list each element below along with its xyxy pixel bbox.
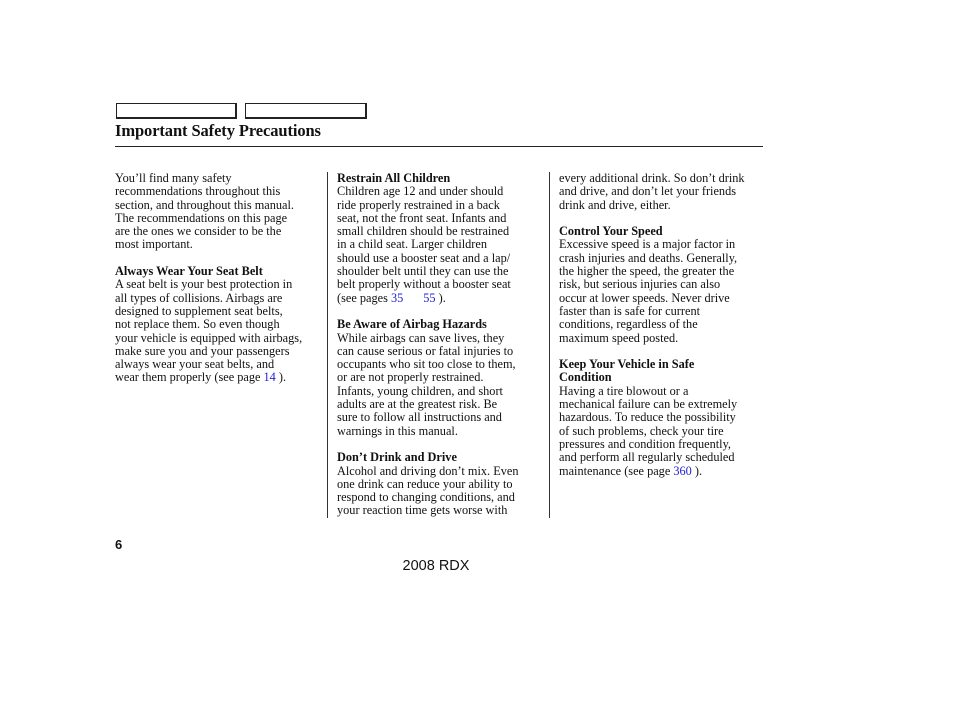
text-line: should use a booster seat and a lap/ [337, 250, 511, 265]
text-line: section, and throughout this manual. [115, 197, 294, 212]
text-line: of such problems, check your tire [559, 423, 724, 438]
column-2 [337, 172, 541, 518]
text-line: sure to follow all instructions and [337, 410, 502, 425]
airbag-paragraph [337, 332, 541, 438]
text-line: You’ll find many safety [115, 171, 232, 185]
text-line: and drive, and don’t let your friends [559, 184, 737, 199]
text-line: shoulder belt until they can use the [337, 264, 509, 279]
text-line: crash injuries and deaths. Generally, [559, 250, 738, 265]
text-line: conditions, regardless of the [559, 317, 698, 332]
text-fragment: ). [435, 290, 446, 305]
text-line: seat, not the front seat. Infants and [337, 210, 507, 225]
intro-paragraph [115, 172, 325, 252]
drink-heading: Don’t Drink and Drive [337, 450, 457, 465]
airbag-heading: Be Aware of Airbag Hazards [337, 317, 487, 332]
text-line: risk, but serious injuries can also [559, 277, 721, 292]
text-line: belt properly without a booster seat [337, 277, 511, 292]
speed-paragraph [559, 238, 764, 344]
text-line: drink and drive, either. [559, 197, 671, 212]
nav-tab-1[interactable] [116, 103, 237, 119]
text-line [559, 465, 764, 478]
page-link-14[interactable]: 14 [263, 370, 276, 385]
text-line: pressures and condition frequently, [559, 436, 731, 451]
text-line: make sure you and your passengers [115, 343, 290, 358]
text-line: mechanical failure can be extremely [559, 397, 738, 412]
text-line: every additional drink. So don’t drink [559, 171, 745, 185]
text-line: always wear your seat belts, and [115, 357, 275, 372]
title-divider [115, 146, 763, 147]
column-divider-2 [549, 172, 550, 518]
text-line: Having a tire blowout or a [559, 383, 689, 398]
text-line: Children age 12 and under should [337, 184, 504, 199]
text-line [115, 371, 325, 384]
text-line [337, 292, 541, 305]
text-line: not replace them. So even though [115, 317, 280, 332]
children-heading: Restrain All Children [337, 171, 451, 185]
page-link-35[interactable]: 35 [390, 290, 404, 305]
column-3 [559, 172, 764, 478]
text-line: adults are at the greatest risk. Be [337, 397, 498, 412]
text-line: designed to supplement seat belts, [115, 303, 283, 318]
footer-model: 2008 RDX [402, 558, 470, 574]
page-number: 6 [115, 537, 123, 552]
text-line: one drink can reduce your ability to [337, 476, 513, 491]
text-line: in a child seat. Larger children [337, 237, 488, 252]
text-line: faster than is safe for current [559, 303, 701, 318]
text-line: and perform all regularly scheduled [559, 450, 735, 465]
text-line: ride properly restrained in a back [337, 197, 500, 212]
drink-paragraph [337, 465, 541, 518]
nav-tab-2[interactable] [245, 103, 367, 119]
text-line: your vehicle is equipped with airbags, [115, 330, 303, 345]
text-line: can cause serious or fatal injuries to [337, 343, 514, 358]
vehicle-paragraph [559, 385, 764, 478]
text-line: occupants who sit too close to them, [337, 357, 516, 372]
speed-heading: Control Your Speed [559, 224, 663, 239]
column-1 [115, 172, 325, 385]
text-line: maximum speed posted. [559, 330, 679, 345]
text-line: all types of collisions. Airbags are [115, 290, 283, 305]
text-line: the higher the speed, the greater the [559, 264, 735, 279]
text-line: are the ones we consider to be the [115, 224, 282, 239]
text-line: The recommendations on this page [115, 210, 288, 225]
text-line: most important. [115, 237, 193, 252]
seatbelt-paragraph [115, 278, 325, 384]
page-title: Important Safety Precautions [115, 121, 321, 140]
text-line: respond to changing conditions, and [337, 490, 515, 505]
drink-paragraph-continued [559, 172, 764, 212]
text-fragment: wear them properly (see page [115, 370, 264, 385]
text-fragment: ). [275, 370, 287, 385]
text-line: While airbags can save lives, they [337, 330, 505, 345]
text-line: small children should be restrained [337, 224, 510, 239]
text-line: hazardous. To reduce the possibility [559, 410, 736, 425]
text-line: recommendations throughout this [115, 184, 281, 199]
page-link-55[interactable]: 55 [423, 290, 436, 305]
seatbelt-heading: Always Wear Your Seat Belt [115, 264, 263, 279]
text-line: warnings in this manual. [337, 423, 458, 438]
text-line: or are not properly restrained. [337, 370, 484, 385]
text-fragment: ). [691, 463, 703, 478]
column-divider-1 [327, 172, 328, 518]
vehicle-heading: Condition [559, 370, 612, 385]
children-paragraph [337, 185, 541, 305]
text-line: Alcohol and driving don’t mix. Even [337, 463, 519, 478]
text-line: A seat belt is your best protection in [115, 277, 293, 292]
text-line: occur at lower speeds. Never drive [559, 290, 730, 305]
text-line: your reaction time gets worse with [337, 503, 508, 518]
text-fragment: (see pages [337, 290, 391, 305]
vehicle-heading: Keep Your Vehicle in Safe [559, 357, 695, 372]
text-line: Infants, young children, and short [337, 383, 503, 398]
page-link-360[interactable]: 360 [673, 463, 692, 478]
text-line: Excessive speed is a major factor in [559, 237, 736, 252]
text-fragment: maintenance (see page [559, 463, 674, 478]
